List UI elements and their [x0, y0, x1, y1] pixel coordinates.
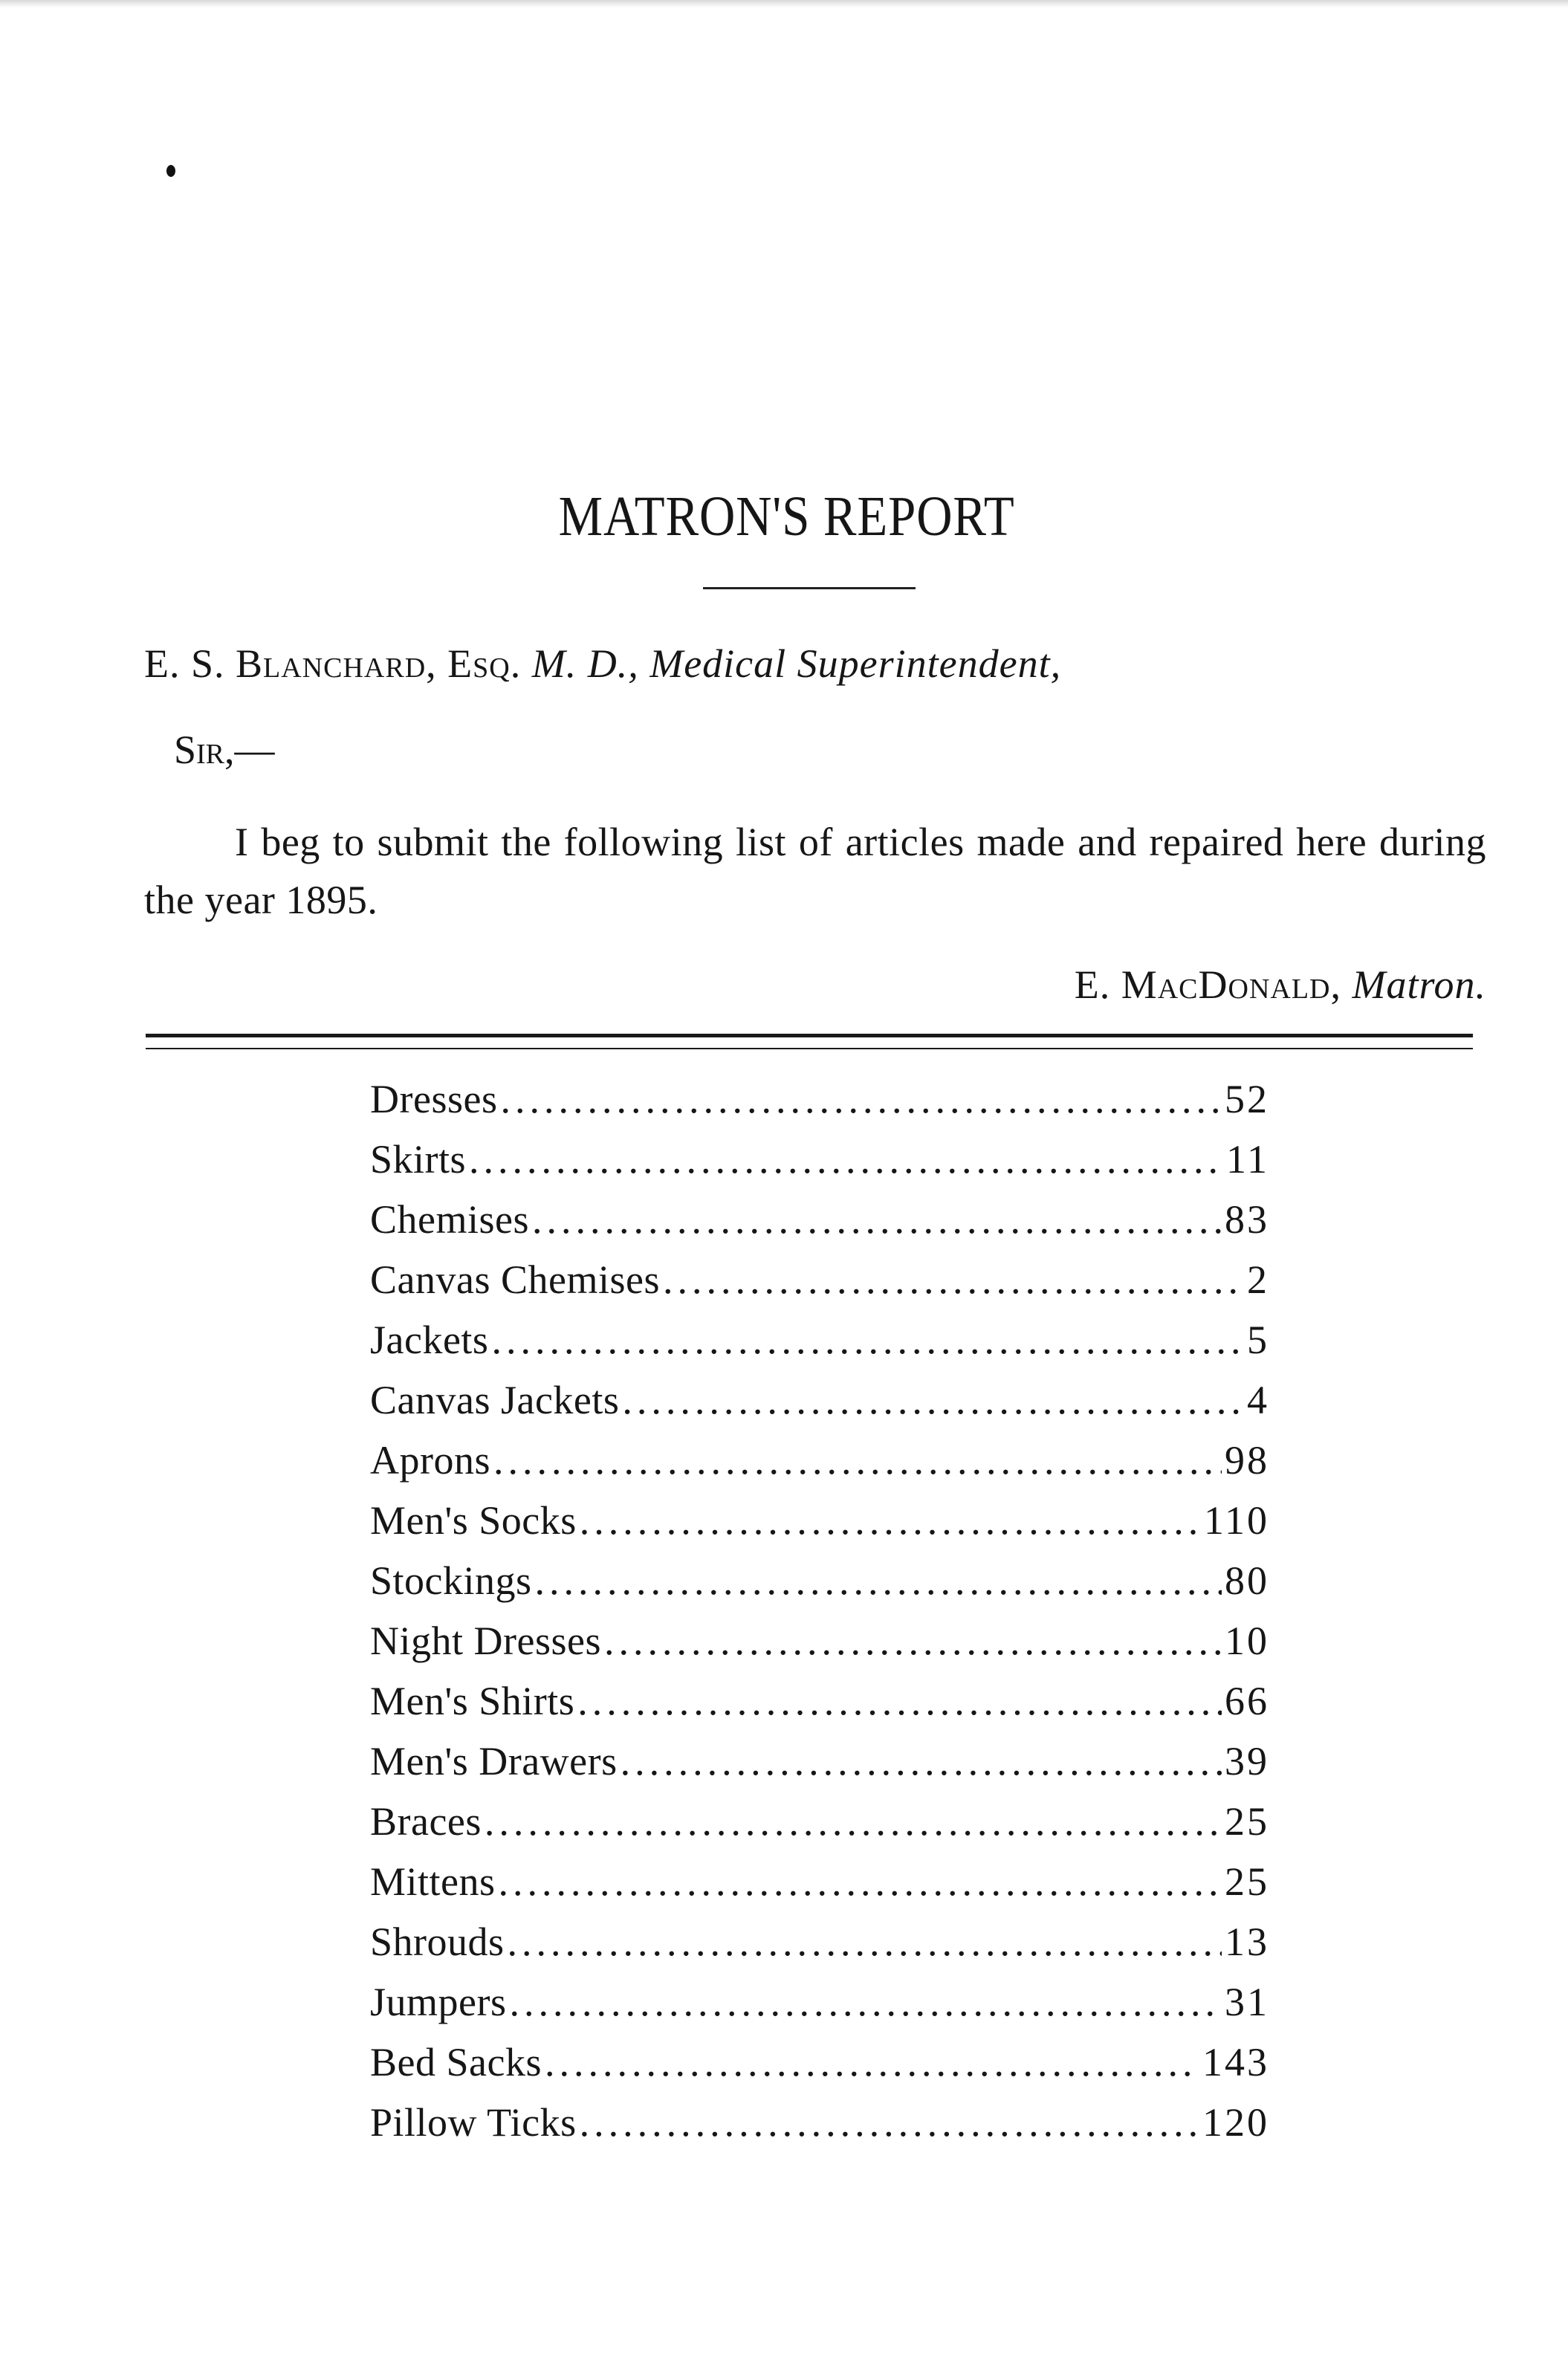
signature-initial: E.: [1074, 962, 1111, 1007]
item-name: Stockings: [370, 1558, 532, 1603]
dot-leader: [535, 1558, 1222, 1604]
item-count: 80: [1225, 1558, 1269, 1603]
list-item: [370, 1497, 1269, 1558]
item-count: 4: [1247, 1378, 1269, 1422]
list-item: [370, 1437, 1269, 1497]
dot-leader: [469, 1136, 1223, 1182]
item-count: 143: [1202, 2040, 1269, 2084]
list-item: [370, 1678, 1269, 1738]
dot-leader: [545, 2039, 1199, 2085]
item-count: 5: [1247, 1318, 1269, 1362]
list-item: [370, 1979, 1269, 2039]
item-name: Chemises: [370, 1197, 529, 1242]
item-count: 83: [1225, 1197, 1269, 1242]
dot-leader: [500, 1076, 1222, 1122]
dot-leader: [663, 1257, 1244, 1303]
addressee-degree: M. D.,: [531, 641, 639, 686]
item-name: Dresses: [370, 1077, 498, 1121]
addressee-surname: Blanchard,: [236, 641, 437, 686]
list-item: [370, 2039, 1269, 2099]
signature-name: MacDonald,: [1121, 962, 1341, 1007]
dot-leader: [577, 1678, 1222, 1724]
list-item: [370, 1317, 1269, 1377]
dot-leader: [622, 1377, 1244, 1423]
item-count: 25: [1225, 1799, 1269, 1844]
item-count: 39: [1225, 1739, 1269, 1784]
title-underline: [703, 587, 916, 589]
item-name: Jackets: [370, 1318, 489, 1362]
item-name: Aprons: [370, 1438, 490, 1483]
addressee-position: Medical Superintendent,: [649, 641, 1062, 686]
item-count: 31: [1225, 1980, 1269, 2024]
dot-leader: [485, 1798, 1222, 1844]
addressee-line: [144, 641, 1061, 687]
list-item: [370, 1738, 1269, 1798]
item-name: Braces: [370, 1799, 482, 1844]
item-name: Men's Shirts: [370, 1679, 575, 1723]
articles-list: [370, 1076, 1269, 2160]
signature-line: [1075, 962, 1486, 1008]
list-item: [370, 1377, 1269, 1437]
list-item: [370, 1798, 1269, 1859]
item-name: Canvas Chemises: [370, 1257, 660, 1302]
item-name: Mittens: [370, 1859, 496, 1904]
item-count: 120: [1202, 2100, 1269, 2145]
item-name: Bed Sacks: [370, 2040, 542, 2084]
dot-leader: [532, 1196, 1222, 1243]
dot-leader: [493, 1437, 1222, 1483]
report-title: MATRON'S REPORT: [558, 485, 1015, 548]
list-item: [370, 1136, 1269, 1196]
item-name: Canvas Jackets: [370, 1378, 620, 1422]
item-count: 10: [1225, 1619, 1269, 1663]
item-count: 110: [1204, 1498, 1269, 1543]
scan-top-edge: [0, 0, 1568, 7]
list-item: [370, 1257, 1269, 1317]
dot-leader: [621, 1738, 1222, 1784]
list-item: [370, 1618, 1269, 1678]
list-item: [370, 1196, 1269, 1257]
item-name: Skirts: [370, 1137, 467, 1182]
item-count: 66: [1225, 1679, 1269, 1723]
list-item: [370, 1558, 1269, 1618]
list-item: [370, 1076, 1269, 1136]
dot-leader: [508, 1919, 1222, 1965]
item-count: 13: [1225, 1920, 1269, 1964]
item-name: Men's Socks: [370, 1498, 577, 1543]
dot-leader: [580, 1497, 1201, 1543]
addressee-initials: E. S.: [144, 641, 225, 686]
dot-leader: [499, 1859, 1222, 1905]
ink-speck: [166, 165, 175, 177]
salutation: Sir,—: [174, 728, 275, 772]
addressee-esq: Esq.: [447, 641, 522, 686]
item-name: Jumpers: [370, 1980, 507, 2024]
item-count: 98: [1225, 1438, 1269, 1483]
dot-leader: [491, 1317, 1244, 1363]
dot-leader: [509, 1979, 1222, 2025]
item-name: Men's Drawers: [370, 1739, 618, 1784]
signature-role: Matron.: [1352, 962, 1486, 1007]
item-count: 52: [1225, 1077, 1269, 1121]
item-name: Pillow Ticks: [370, 2100, 577, 2145]
dot-leader: [580, 2099, 1199, 2145]
item-count: 11: [1226, 1137, 1269, 1182]
item-name: Shrouds: [370, 1920, 505, 1964]
list-item: [370, 1859, 1269, 1919]
report-body: I beg to submit the following list of articles made and repaired here during the year 1895.: [144, 820, 1486, 922]
list-item: [370, 2099, 1269, 2160]
list-item: [370, 1919, 1269, 1979]
item-count: 25: [1225, 1859, 1269, 1904]
item-name: Night Dresses: [370, 1619, 601, 1663]
dot-leader: [604, 1618, 1222, 1664]
double-rule-divider: [146, 1034, 1473, 1049]
item-count: 2: [1247, 1257, 1269, 1302]
